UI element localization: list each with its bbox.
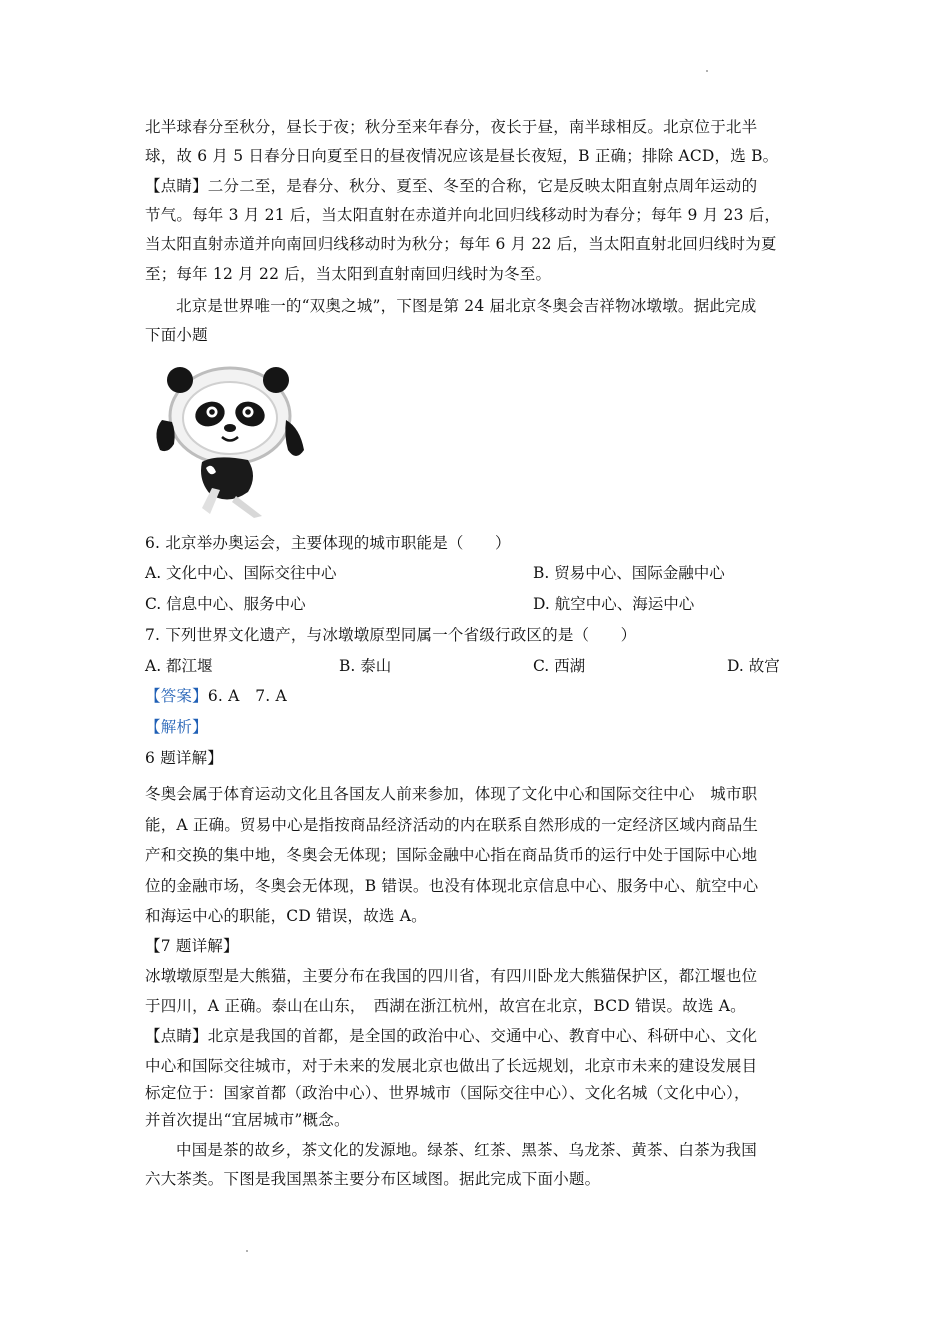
q6-option-c: C. 信息中心、服务中心 (145, 595, 306, 613)
text-line: 中心和国际交往城市，对于未来的发展北京也做出了长远规划，北京市未来的建设发展目 (145, 1057, 758, 1075)
text-line: 【点睛】北京是我国的首都，是全国的政治中心、交通中心、教育中心、科研中心、文化 (145, 1027, 758, 1045)
scan-dot (246, 1250, 248, 1252)
text-line: 六大茶类。下图是我国黑茶主要分布区域图。据此完成下面小题。 (145, 1170, 601, 1188)
text-line: 标定位于：国家首都（政治中心）、世界城市（国际交往中心）、文化名城（文化中心）， (145, 1084, 750, 1102)
q7-option-d: D. 故宫 (727, 657, 780, 675)
text-line: 北半球春分至秋分，昼长于夜；秋分至来年春分，夜长于昼，南半球相反。北京位于北半 (145, 118, 758, 136)
detail-6-title: 6 题详解】 (145, 749, 223, 767)
answer-line (145, 686, 287, 706)
q6-option-b: B. 贸易中心、国际金融中心 (533, 564, 725, 582)
question-6: 6. 北京举办奥运会，主要体现的城市职能是（ ） (145, 534, 511, 552)
text-line: 至；每年 12 月 22 后，当太阳到直射南回归线时为冬至。 (145, 265, 552, 283)
text-line: 节气。每年 3 月 21 后，当太阳直射在赤道并向北回归线移动时为春分；每年 9 月 23 后， (145, 206, 781, 224)
text-line: 位的金融市场，冬奥会无体现，B 错误。也没有体现北京信息中心、服务中心、航空中心 (145, 877, 759, 895)
text-line: 能，A 正确。贸易中心是指按商品经济活动的内在联系自然形成的一定经济区域内商品生 (145, 816, 759, 834)
text-line: 【点睛】二分二至，是春分、秋分、夏至、冬至的合称，它是反映太阳直射点周年运动的 (145, 177, 758, 195)
text-line: 中国是茶的故乡，茶文化的发源地。绿茶、红茶、黑茶、乌龙茶、黄茶、白茶为我国 (176, 1141, 757, 1159)
text-line: 冰墩墩原型是大熊猫，主要分布在我国的四川省，有四川卧龙大熊猫保护区，都江堰也位 (145, 967, 758, 985)
scan-dot (706, 70, 708, 72)
answer-value: 6. A 7. A (207, 687, 287, 705)
answer-tag: 【答案】 (145, 687, 208, 705)
q6-option-a: A. 文化中心、国际交往中心 (145, 564, 337, 582)
q6-option-d: D. 航空中心、海运中心 (533, 595, 695, 613)
text-line: 于四川，A 正确。泰山在山东， 西湖在浙江杭州，故宫在北京，BCD 错误。故选 A。 (145, 997, 746, 1015)
text-line: 冬奥会属于体育运动文化且各国友人前来参加，体现了文化中心和国际交往中心 城市职 (145, 785, 758, 803)
q7-option-a: A. 都江堰 (145, 657, 213, 675)
text-line: 当太阳直射赤道并向南回归线移动时为秋分；每年 6 月 22 后，当太阳直射北回归线时为夏 (145, 235, 777, 253)
detail-7-title: 【7 题详解】 (145, 937, 239, 955)
text-line: 和海运中心的职能，CD 错误，故选 A。 (145, 907, 427, 925)
q7-option-c: C. 西湖 (533, 657, 586, 675)
text-line: 北京是世界唯一的“双奥之城”，下图是第 24 届北京冬奥会吉祥物冰墩墩。据此完成 (176, 297, 757, 315)
text-line: 球，故 6 月 5 日春分日向夏至日的昼夜情况应该是昼长夜短，B 正确；排除 ACD，选 B。 (145, 147, 779, 165)
question-7: 7. 下列世界文化遗产，与冰墩墩原型同属一个省级行政区的是（ ） (145, 626, 637, 644)
q7-option-b: B. 泰山 (339, 657, 392, 675)
analysis-tag: 【解析】 (145, 718, 208, 736)
text-line: 并首次提出“宜居城市”概念。 (145, 1111, 350, 1129)
bing-dwen-dwen-mascot-icon (150, 358, 312, 518)
text-line: 产和交换的集中地，冬奥会无体现；国际金融中心指在商品货币的运行中处于国际中心地 (145, 846, 758, 864)
text-line: 下面小题 (145, 326, 208, 344)
